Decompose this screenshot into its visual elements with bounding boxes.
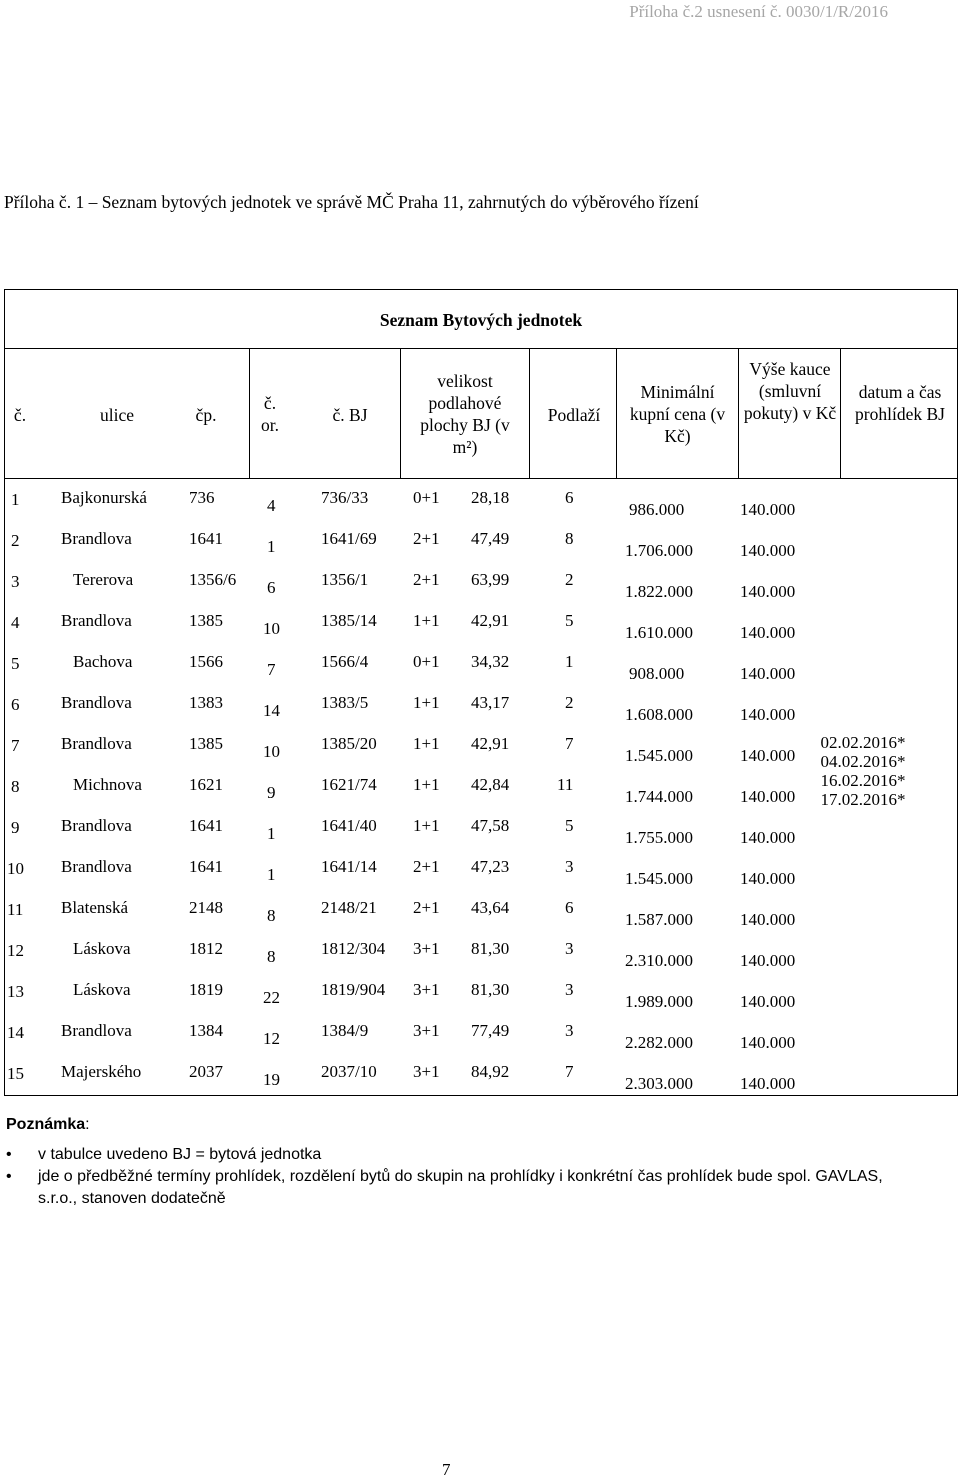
cell-area: 28,18: [471, 488, 510, 507]
cell-layout: 1+1: [413, 734, 440, 753]
cell-street: Brandlova: [61, 857, 132, 876]
cell-number: 3: [11, 572, 20, 591]
table-title: Seznam Bytových jednotek: [379, 310, 583, 330]
cell-floor: 1: [565, 652, 574, 671]
cell-street: Brandlova: [61, 611, 132, 630]
cell-area: 43,17: [471, 693, 510, 712]
cell-price: 1.755.000: [625, 828, 693, 847]
cell-area: 63,99: [471, 570, 510, 589]
header-cor: č. or.: [261, 393, 279, 435]
cell-unit: 1621/74: [321, 775, 377, 794]
header-velikost: velikost podlahové plochy BJ (v m²): [420, 371, 510, 457]
cell-area: 42,84: [471, 775, 510, 794]
header-podlazi: Podlaží: [547, 405, 601, 425]
cell-number: 5: [11, 654, 20, 673]
bullet-icon: •: [6, 1146, 12, 1163]
cell-cor: 19: [263, 1070, 280, 1089]
cell-unit: 1641/69: [321, 529, 377, 548]
cell-area: 34,32: [471, 652, 510, 671]
cell-cor: 7: [267, 660, 276, 679]
cell-cor: 12: [263, 1029, 280, 1048]
cell-unit: 1812/304: [321, 939, 386, 958]
cell-price: 2.303.000: [625, 1074, 693, 1093]
cell-floor: 8: [565, 529, 574, 548]
cell-cp: 1384: [189, 1021, 223, 1040]
note-text: v tabulce uvedeno BJ = bytová jednotka: [38, 1146, 322, 1163]
cell-cp: 1566: [189, 652, 223, 671]
cell-cp: 736: [189, 488, 215, 507]
cell-price: 1.744.000: [625, 787, 693, 806]
cell-price: 2.310.000: [625, 951, 693, 970]
cell-floor: 5: [565, 611, 574, 630]
header-cbj: č. BJ: [332, 405, 368, 425]
cell-layout: 0+1: [413, 488, 440, 507]
cell-street: Brandlova: [61, 693, 132, 712]
viewing-date: 16.02.2016*: [820, 771, 906, 790]
cell-unit: 1566/4: [321, 652, 369, 671]
cell-area: 81,30: [471, 980, 510, 999]
cell-price: 1.545.000: [625, 746, 693, 765]
cell-deposit: 140.000: [740, 1033, 796, 1052]
table-divider: [249, 348, 250, 478]
cell-deposit: 140.000: [740, 992, 796, 1011]
viewing-date: 02.02.2016*: [820, 733, 906, 752]
cell-floor: 3: [565, 939, 574, 958]
cell-area: 47,23: [471, 857, 510, 876]
cell-price: 1.587.000: [625, 910, 693, 929]
cell-layout: 1+1: [413, 816, 440, 835]
cell-number: 1: [11, 490, 20, 509]
cell-layout: 3+1: [413, 1062, 440, 1081]
viewing-dates: [815, 733, 911, 809]
cell-cp: 1385: [189, 734, 223, 753]
cell-layout: 2+1: [413, 570, 440, 589]
cell-price: 1.989.000: [625, 992, 693, 1011]
cell-floor: 2: [565, 570, 574, 589]
table-divider: [400, 348, 401, 478]
header-note: Příloha č.2 usnesení č. 0030/1/R/2016: [629, 2, 888, 21]
cell-street: Brandlova: [61, 529, 132, 548]
cell-cp: 1812: [189, 939, 223, 958]
cell-unit: 1641/40: [321, 816, 377, 835]
cell-cor: 10: [263, 619, 280, 638]
cell-area: 84,92: [471, 1062, 510, 1081]
cell-number: 14: [7, 1023, 24, 1042]
cell-number: 4: [11, 613, 20, 632]
cell-number: 11: [7, 900, 24, 919]
table-divider: [616, 348, 617, 478]
note-heading: Poznámka:: [6, 1116, 90, 1133]
cell-deposit: 140.000: [740, 910, 796, 929]
note-item: [6, 1166, 926, 1210]
cell-price: 2.282.000: [625, 1033, 693, 1052]
cell-cp: 1385: [189, 611, 223, 630]
cell-deposit: 140.000: [740, 664, 796, 683]
header-cp: čp.: [195, 405, 217, 425]
cell-layout: 2+1: [413, 857, 440, 876]
cell-cor: 8: [267, 947, 276, 966]
cell-deposit: 140.000: [740, 787, 796, 806]
cell-number: 8: [11, 777, 20, 796]
cell-deposit: 140.000: [740, 828, 796, 847]
cell-area: 47,49: [471, 529, 510, 548]
cell-deposit: 140.000: [740, 746, 796, 765]
cell-price: 1.608.000: [625, 705, 693, 724]
cell-floor: 11: [557, 775, 574, 794]
cell-number: 2: [11, 531, 20, 550]
cell-number: 7: [11, 736, 20, 755]
cell-cp: 2037: [189, 1062, 223, 1081]
cell-cp: 1356/6: [189, 570, 237, 589]
cell-street: Tererova: [73, 570, 134, 589]
cell-cor: 14: [263, 701, 280, 720]
cell-street: Láskova: [73, 939, 131, 958]
cell-floor: 3: [565, 1021, 574, 1040]
header-c: č.: [13, 405, 27, 425]
cell-cp: 1641: [189, 529, 223, 548]
bullet-icon: •: [6, 1168, 12, 1185]
cell-street: Brandlova: [61, 734, 132, 753]
cell-unit: 1384/9: [321, 1021, 369, 1040]
cell-floor: 5: [565, 816, 574, 835]
note-item: [6, 1144, 926, 1166]
viewing-date: 04.02.2016*: [820, 752, 906, 771]
cell-street: Bachova: [73, 652, 133, 671]
cell-cp: 1819: [189, 980, 223, 999]
cell-number: 12: [7, 941, 24, 960]
cell-street: Brandlova: [61, 1021, 132, 1040]
cell-number: 13: [7, 982, 24, 1001]
cell-number: 15: [7, 1064, 24, 1083]
cell-unit: 2037/10: [321, 1062, 377, 1081]
cell-price: 1.822.000: [625, 582, 693, 601]
cell-floor: 6: [565, 488, 574, 507]
cell-unit: 1356/1: [321, 570, 369, 589]
cell-deposit: 140.000: [740, 500, 796, 519]
cell-cor: 8: [267, 906, 276, 925]
cell-deposit: 140.000: [740, 951, 796, 970]
cell-cor: 22: [263, 988, 280, 1007]
cell-street: Michnova: [73, 775, 142, 794]
table-divider: [840, 348, 841, 478]
cell-layout: 2+1: [413, 529, 440, 548]
cell-layout: 1+1: [413, 693, 440, 712]
cell-floor: 3: [565, 857, 574, 876]
table-divider: [5, 348, 957, 349]
viewing-date: 17.02.2016*: [820, 790, 906, 809]
cell-street: Bajkonurská: [61, 488, 147, 507]
cell-area: 47,58: [471, 816, 510, 835]
header-ulice: ulice: [99, 405, 134, 425]
note-text: jde o předběžné termíny prohlídek, rozdělení bytů do skupin na prohlídky i konkrétní čas prohlídek bude spol. GAVLAS, s.r.o., stanoven dodatečně: [38, 1168, 883, 1207]
units-table: [4, 289, 958, 1096]
cell-cor: 1: [267, 537, 276, 556]
cell-cp: 2148: [189, 898, 223, 917]
cell-floor: 6: [565, 898, 574, 917]
cell-deposit: 140.000: [740, 541, 796, 560]
cell-cor: 10: [263, 742, 280, 761]
cell-cor: 1: [267, 865, 276, 884]
cell-layout: 2+1: [413, 898, 440, 917]
cell-floor: 7: [565, 734, 574, 753]
cell-number: 10: [7, 859, 24, 878]
cell-layout: 1+1: [413, 611, 440, 630]
cell-area: 43,64: [471, 898, 510, 917]
cell-deposit: 140.000: [740, 623, 796, 642]
cell-price: 1.610.000: [625, 623, 693, 642]
header-kauce: Výše kauce (smluvní pokuty) v Kč: [743, 359, 837, 423]
cell-price: 908.000: [629, 664, 685, 683]
note-label: Poznámka: [6, 1116, 86, 1133]
cell-floor: 7: [565, 1062, 574, 1081]
table-divider: [529, 348, 530, 478]
cell-deposit: 140.000: [740, 1074, 796, 1093]
cell-cp: 1383: [189, 693, 223, 712]
cell-layout: 0+1: [413, 652, 440, 671]
cell-cor: 1: [267, 824, 276, 843]
cell-cp: 1641: [189, 816, 223, 835]
cell-cor: 6: [267, 578, 276, 597]
cell-street: Majerského: [61, 1062, 142, 1081]
cell-layout: 1+1: [413, 775, 440, 794]
cell-floor: 3: [565, 980, 574, 999]
cell-price: 986.000: [629, 500, 685, 519]
cell-layout: 3+1: [413, 1021, 440, 1040]
cell-number: 9: [11, 818, 20, 837]
cell-number: 6: [11, 695, 20, 714]
cell-floor: 2: [565, 693, 574, 712]
cell-deposit: 140.000: [740, 582, 796, 601]
cell-layout: 3+1: [413, 980, 440, 999]
cell-unit: 1385/14: [321, 611, 377, 630]
cell-deposit: 140.000: [740, 869, 796, 888]
cell-area: 42,91: [471, 734, 510, 753]
header-prohlidky: datum a čas prohlídek BJ: [855, 382, 945, 424]
cell-unit: 1819/904: [321, 980, 386, 999]
header-cena: Minimální kupní cena (v Kč): [629, 382, 726, 446]
table-divider: [5, 478, 957, 479]
cell-street: Brandlova: [61, 816, 132, 835]
cell-unit: 2148/21: [321, 898, 377, 917]
document-title: Příloha č. 1 – Seznam bytových jednotek ve správě MČ Praha 11, zahrnutých do výběrového řízení: [4, 192, 699, 212]
cell-area: 42,91: [471, 611, 510, 630]
cell-cor: 9: [267, 783, 276, 802]
cell-unit: 1383/5: [321, 693, 369, 712]
cell-unit: 1385/20: [321, 734, 377, 753]
cell-area: 77,49: [471, 1021, 510, 1040]
cell-cp: 1621: [189, 775, 223, 794]
cell-cor: 4: [267, 496, 276, 515]
cell-unit: 736/33: [321, 488, 369, 507]
cell-street: Blatenská: [61, 898, 129, 917]
notes-list: [6, 1144, 926, 1210]
cell-area: 81,30: [471, 939, 510, 958]
cell-price: 1.545.000: [625, 869, 693, 888]
cell-street: Láskova: [73, 980, 131, 999]
table-divider: [738, 348, 739, 478]
cell-layout: 3+1: [413, 939, 440, 958]
cell-cp: 1641: [189, 857, 223, 876]
page-number: 7: [442, 1460, 451, 1479]
cell-price: 1.706.000: [625, 541, 693, 560]
cell-unit: 1641/14: [321, 857, 377, 876]
cell-deposit: 140.000: [740, 705, 796, 724]
